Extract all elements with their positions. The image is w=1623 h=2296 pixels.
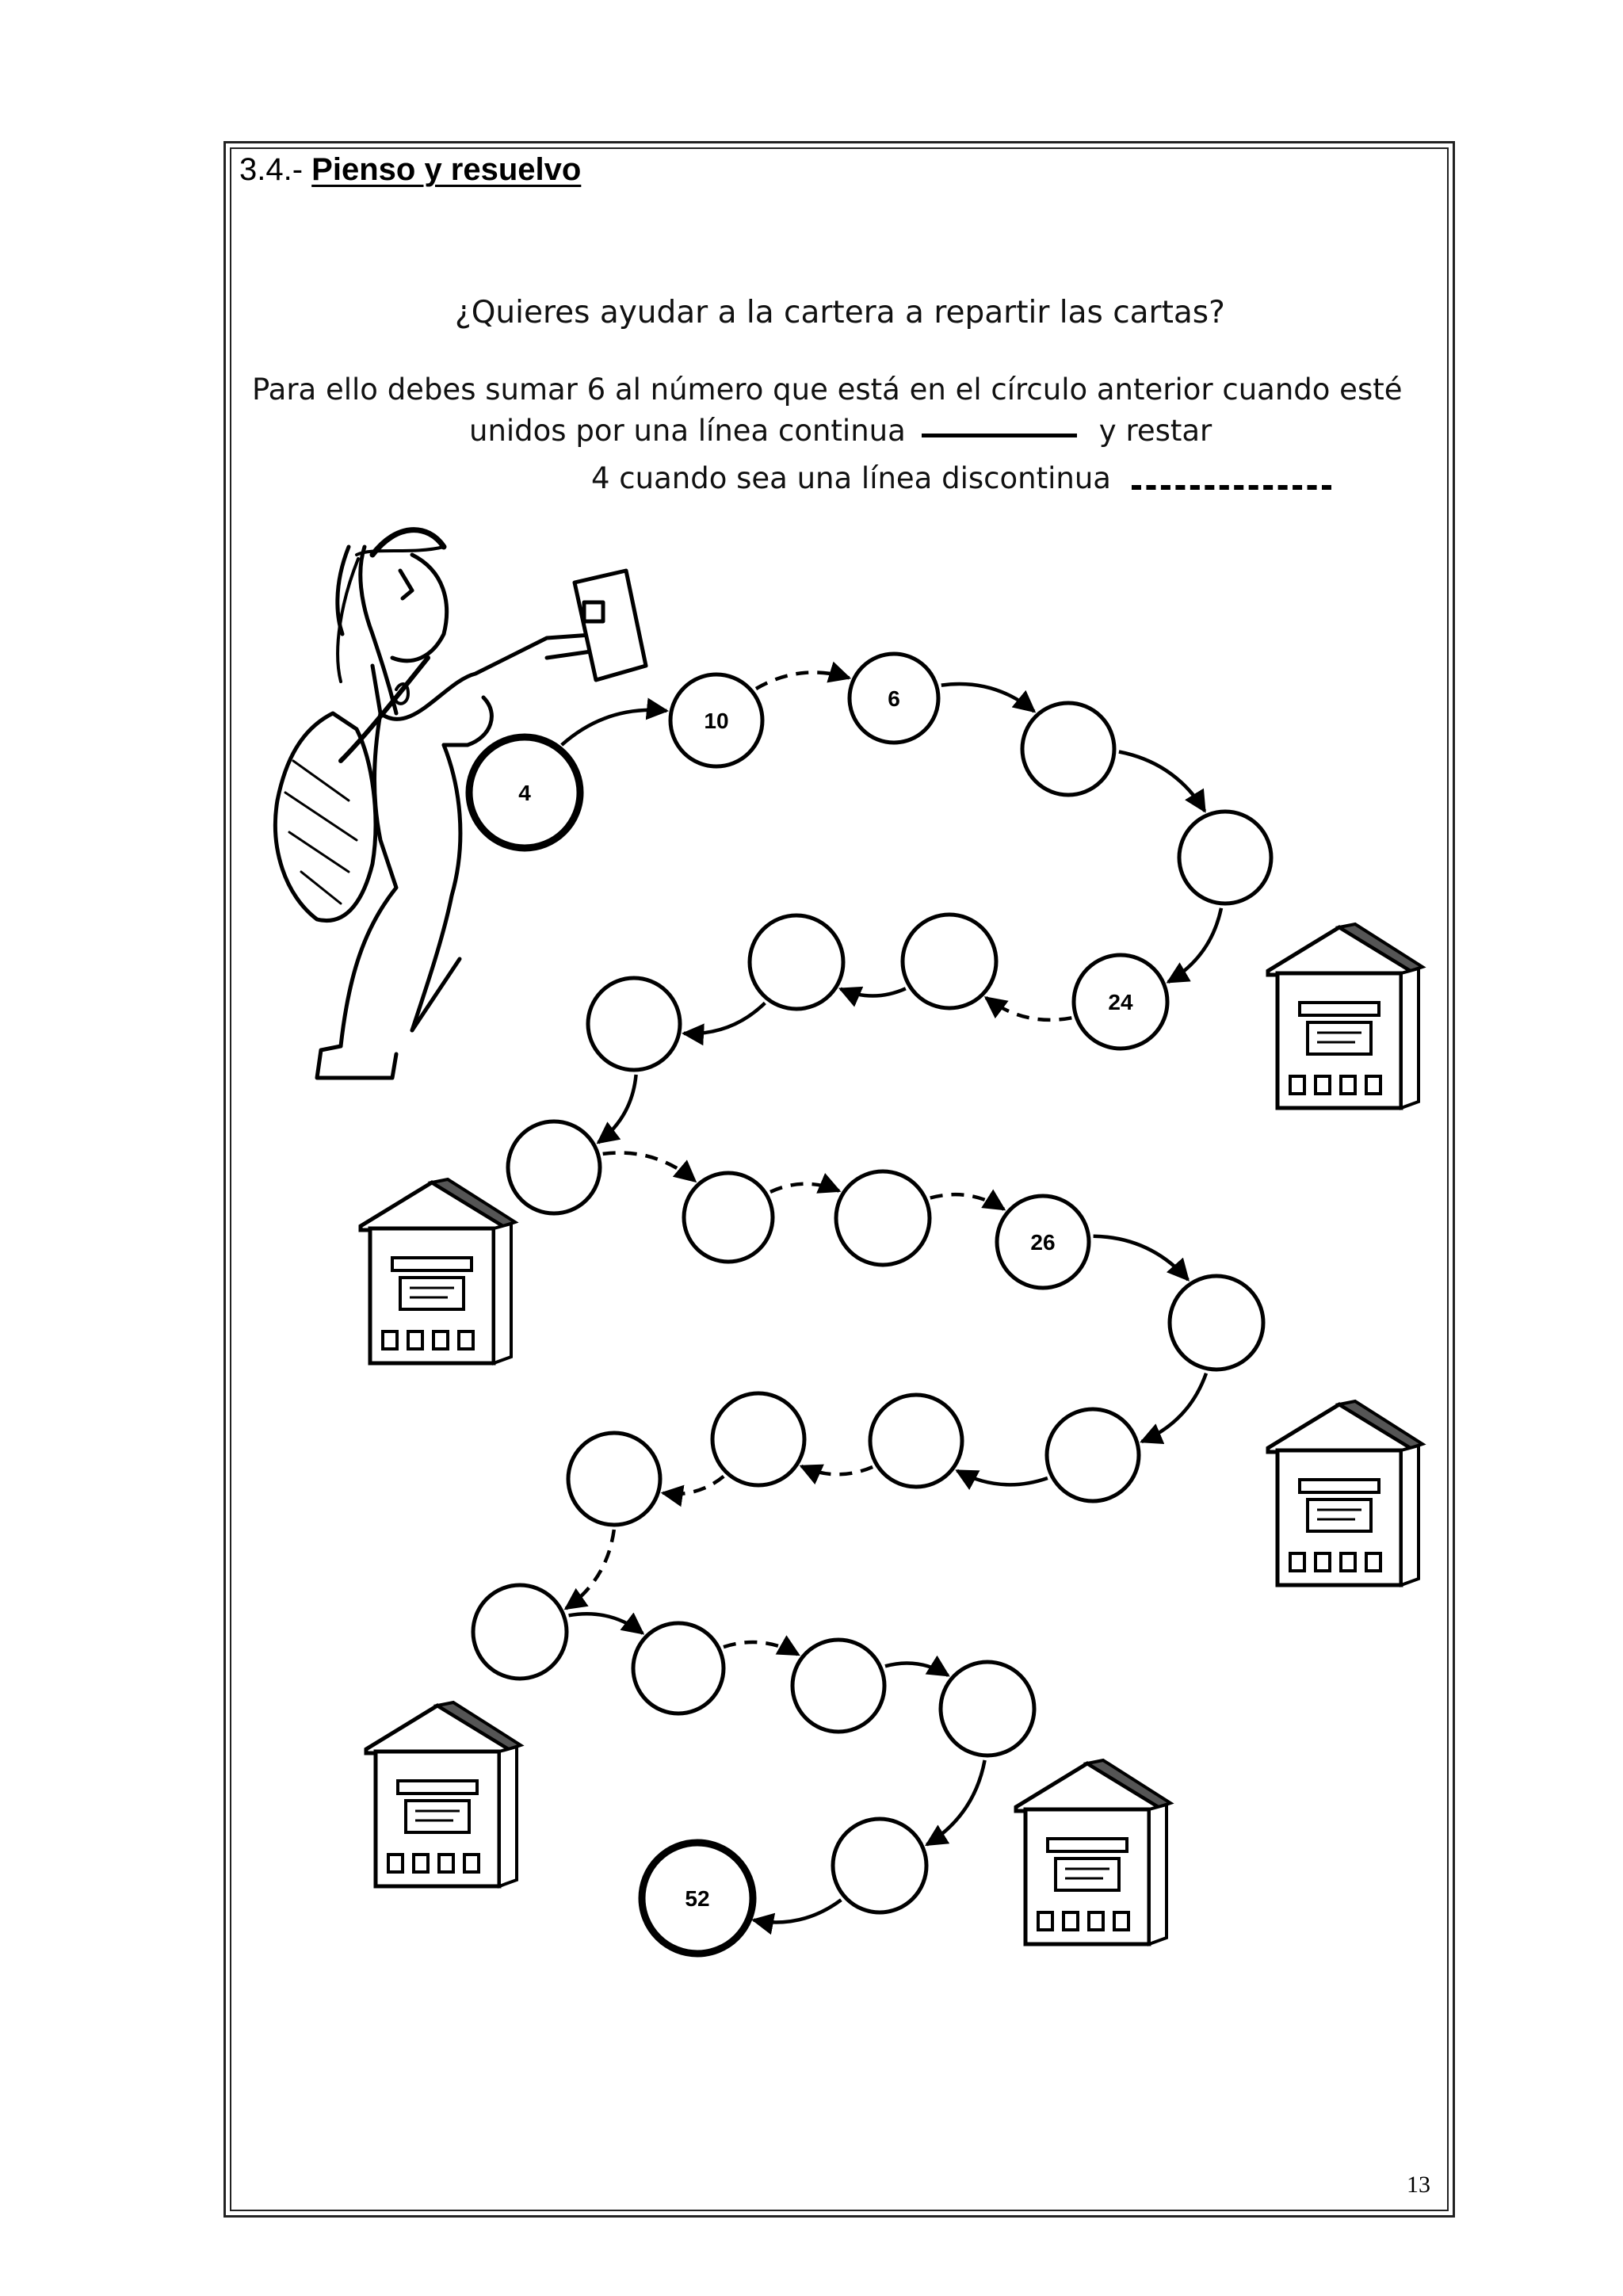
number-circle[interactable] [473,1585,567,1679]
dashed-arrow [801,1466,873,1474]
number-circle[interactable] [1179,812,1271,904]
solid-arrow [598,1075,636,1143]
number-circle[interactable] [568,1433,660,1525]
solid-arrow [926,1760,984,1845]
number-circle[interactable] [684,1173,773,1262]
dashed-arrow [770,1184,839,1192]
dashed-arrow [756,672,850,689]
instruction-line-2-a: unidos por una línea continua [469,414,906,448]
mail-carrier-illustration [275,530,646,1078]
number-circle[interactable] [633,1623,724,1713]
number-circle[interactable] [903,915,996,1008]
solid-arrow [885,1663,948,1675]
solid-arrow [957,1471,1048,1485]
number-circle[interactable] [833,1819,926,1912]
instruction-line-1: Para ello debes sumar 6 al número que está en el círculo anterior cuando esté [252,372,1403,407]
solid-arrow [562,710,667,745]
circle-number: 26 [1030,1230,1056,1255]
dashed-arrow [663,1477,724,1494]
page-number: 13 [1407,2172,1430,2198]
number-circle[interactable] [588,978,680,1070]
instruction-line-2-b: y restar [1098,414,1212,448]
mailbox-house-5 [1016,1760,1170,1944]
solid-arrow [1094,1236,1189,1280]
number-circle[interactable] [750,915,843,1009]
dashed-arrow [603,1153,695,1182]
solid-arrow [569,1614,643,1633]
circle-layer [469,654,1271,1954]
number-circle[interactable] [1170,1276,1263,1370]
number-circle[interactable] [712,1393,804,1485]
circle-number: 24 [1108,990,1133,1014]
dashed-arrow [986,998,1071,1020]
mailbox-house-1 [1268,924,1423,1108]
dashed-arrow [930,1194,1004,1209]
number-circle[interactable] [870,1395,962,1487]
connection-layer [562,672,1221,1922]
section-title: Pienso y resuelvo [311,152,582,187]
number-circle[interactable] [792,1640,884,1732]
number-circle[interactable] [941,1662,1034,1755]
solid-arrow [941,684,1034,712]
mailbox-house-3 [1268,1401,1423,1585]
solid-arrow [754,1900,842,1922]
number-circle[interactable] [508,1121,600,1213]
solid-arrow [1168,908,1221,982]
mailbox-house-2 [361,1179,515,1363]
solid-arrow [1142,1373,1206,1442]
dashed-arrow [724,1642,798,1655]
solid-arrow [684,1003,765,1034]
circle-number: 52 [685,1886,710,1911]
solid-arrow [1119,752,1205,812]
circle-number: 4 [518,781,531,805]
dashed-arrow [566,1530,614,1609]
question-text: ¿Quieres ayudar a la cartera a repartir las cartas? [455,295,1225,330]
section-number: 3.4.- [239,152,304,187]
number-circle[interactable] [836,1171,930,1265]
circle-number: 6 [888,686,900,711]
solid-arrow [841,988,906,995]
mailbox-house-4 [366,1702,521,1886]
circle-number: 10 [704,709,729,733]
number-circle[interactable] [1047,1409,1139,1501]
instruction-line-3-text: 4 cuando sea una línea discontinua [591,461,1111,495]
number-circle[interactable] [1022,703,1114,795]
